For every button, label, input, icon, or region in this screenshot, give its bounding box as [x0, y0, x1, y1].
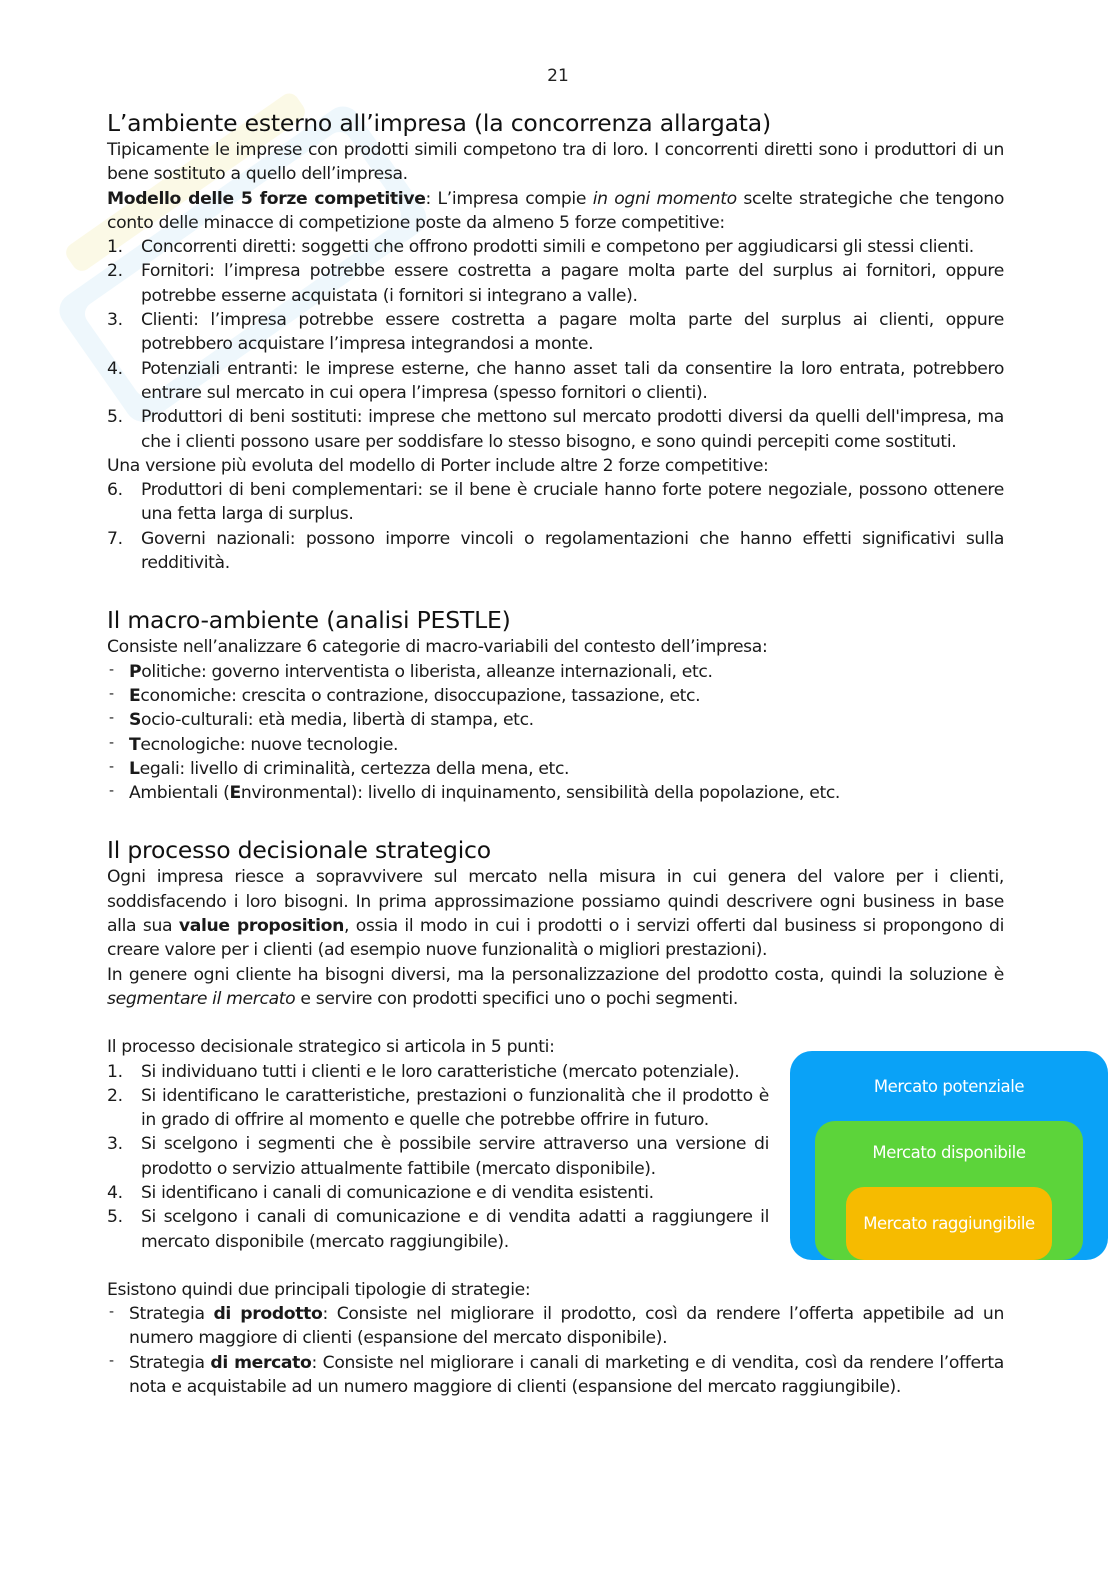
- list-item: - Strategia di mercato: Consiste nel migliorare i canali di marketing e di vendita, così da rendere l’offerta nota e acquistabile ad un numero maggiore di clienti (espansione del mercato raggiungibile).: [107, 1351, 1004, 1400]
- list-item: 4. Si identificano i canali di comunicazione e di vendita esistenti.: [107, 1182, 654, 1203]
- model-paragraph: Modello delle 5 forze competitive: L’impresa compie in ogni momento scelte strategiche che tengono conto delle minacce di competizione poste da almeno 5 forze competitive:: [107, 188, 1004, 233]
- porter-intro: Una versione più evoluta del modello di Porter include altre 2 forze competitive:: [107, 455, 769, 476]
- section1-intro: Tipicamente le imprese con prodotti simili competono tra di loro. I concorrenti diretti sono i produttori di un bene sostituto a quello dell’impresa.: [107, 140, 1004, 185]
- steps-intro: Il processo decisionale strategico si articola in 5 punti:: [107, 1037, 555, 1058]
- list-item: - Politiche: governo interventista o liberista, alleanze internazionali, etc.: [107, 660, 1004, 684]
- section-title-concorrenza: L’ambiente esterno all’impresa (la concorrenza allargata): [107, 109, 771, 137]
- list-item: - Legali: livello di criminalità, certezza della mena, etc.: [107, 757, 1004, 781]
- strategies-list: [107, 1302, 1004, 1399]
- market-box-raggiungibile: [846, 1187, 1052, 1260]
- page-content: [107, 108, 1035, 1399]
- list-item: 1. Si individuano tutti i clienti e le loro caratteristiche (mercato potenziale).: [107, 1061, 740, 1082]
- list-item: 3. Si scelgono i segmenti che è possibile servire attraverso una versione di prodotto o servizio attualmente fattibile (mercato disponibile).: [107, 1134, 769, 1179]
- list-item: 4. Potenziali entranti: le imprese esterne, che hanno asset tali da consentire la loro entrata, potrebbero entrare sul mercato in cui opera l’impresa (spesso fornitori o clienti).: [107, 358, 1004, 403]
- list-item: 5. Produttori di beni sostituti: imprese che mettono sul mercato prodotti diversi da quelli dell'impresa, ma che i clienti possono usare per soddisfare lo stesso bisogno, e sono quindi percepiti come sostituti.: [107, 407, 1004, 452]
- list-item: - Tecnologiche: nuove tecnologie.: [107, 733, 1004, 757]
- list-item: 7. Governi nazionali: possono imporre vincoli o regolamentazioni che hanno effetti significativi sulla redditività.: [107, 528, 1004, 574]
- forces-list: [107, 235, 1004, 454]
- list-item: 2. Si identificano le caratteristiche, prestazioni o funzionalità che il prodotto è in grado di offrire al momento e quelle che potrebbe offrire in futuro.: [107, 1085, 769, 1131]
- list-item: 3. Clienti: l’impresa potrebbe essere costretta a pagare molta parte del surplus ai clienti, oppure potrebbero acquistare l’impresa integrandosi a monte.: [107, 310, 1004, 355]
- list-item: - Economiche: crescita o contrazione, disoccupazione, tassazione, etc.: [107, 684, 1004, 708]
- segmentation-paragraph: In genere ogni cliente ha bisogni diversi, ma la personalizzazione del prodotto costa, quindi la soluzione è segmentare il mercato e servire con prodotti specifici uno o pochi segmenti.: [107, 964, 1004, 1009]
- list-item: - Ambientali (Environmental): livello di inquinamento, sensibilità della popolazione, etc.: [107, 781, 1004, 805]
- market-label-raggiungibile: Mercato raggiungibile: [863, 1214, 1035, 1234]
- pestle-list: [107, 660, 1004, 806]
- list-item: 6. Produttori di beni complementari: se il bene è cruciale hanno forte potere negoziale, possono ottenere una fetta larga di surplus.: [107, 480, 1004, 525]
- strategies-intro: Esistono quindi due principali tipologie di strategie:: [107, 1279, 531, 1300]
- market-label-potenziale: Mercato potenziale: [873, 1077, 1025, 1097]
- section-title-pestle: Il macro-ambiente (analisi PESTLE): [107, 606, 511, 635]
- market-diagram: [790, 1051, 1108, 1260]
- list-item: - Strategia di prodotto: Consiste nel migliorare il prodotto, così da rendere l’offerta appetibile ad un numero maggiore di clienti (espansione del mercato disponibile).: [107, 1302, 1004, 1351]
- list-item: - Socio-culturali: età media, libertà di stampa, etc.: [107, 708, 1004, 732]
- market-label-disponibile: Mercato disponibile: [872, 1143, 1026, 1163]
- list-item: 2. Fornitori: l’impresa potrebbe essere costretta a pagare molta parte del surplus ai fornitori, oppure potrebbe esserne acquistata (i fornitori si integrano a valle).: [107, 261, 1004, 306]
- extra-forces-list: [107, 478, 1004, 575]
- value-proposition-term: value proposition: [178, 916, 344, 937]
- strategic-process-block: [107, 1035, 1035, 1254]
- section-title-processo: Il processo decisionale strategico: [107, 836, 491, 865]
- list-item: 5. Si scelgono i canali di comunicazione e di vendita adatti a raggiungere il mercato disponibile (mercato raggiungibile).: [107, 1207, 769, 1252]
- value-proposition-paragraph: Ogni impresa riesce a sopravvivere sul mercato nella misura in cui genera del valore per i clienti, soddisfacendo i loro bisogni. In prima approssimazione possiamo quindi descrivere ogni business in base alla sua value proposition, ossia il modo in cui i prodotti o i servizi offerti dal business si propongono di creare valore per i clienti (ad esempio nuove funzionalità o migliori prestazioni).: [107, 867, 1004, 961]
- model-title: Modello delle 5 forze competitive: [107, 188, 426, 209]
- steps-list: [107, 1060, 769, 1254]
- section2-intro: Consiste nell’analizzare 6 categorie di macro-variabili del contesto dell’impresa:: [107, 637, 768, 658]
- page-number: 21: [547, 66, 569, 86]
- list-item: 1. Concorrenti diretti: soggetti che offrono prodotti simili e competono per aggiudicarsi gli stessi clienti.: [107, 237, 974, 258]
